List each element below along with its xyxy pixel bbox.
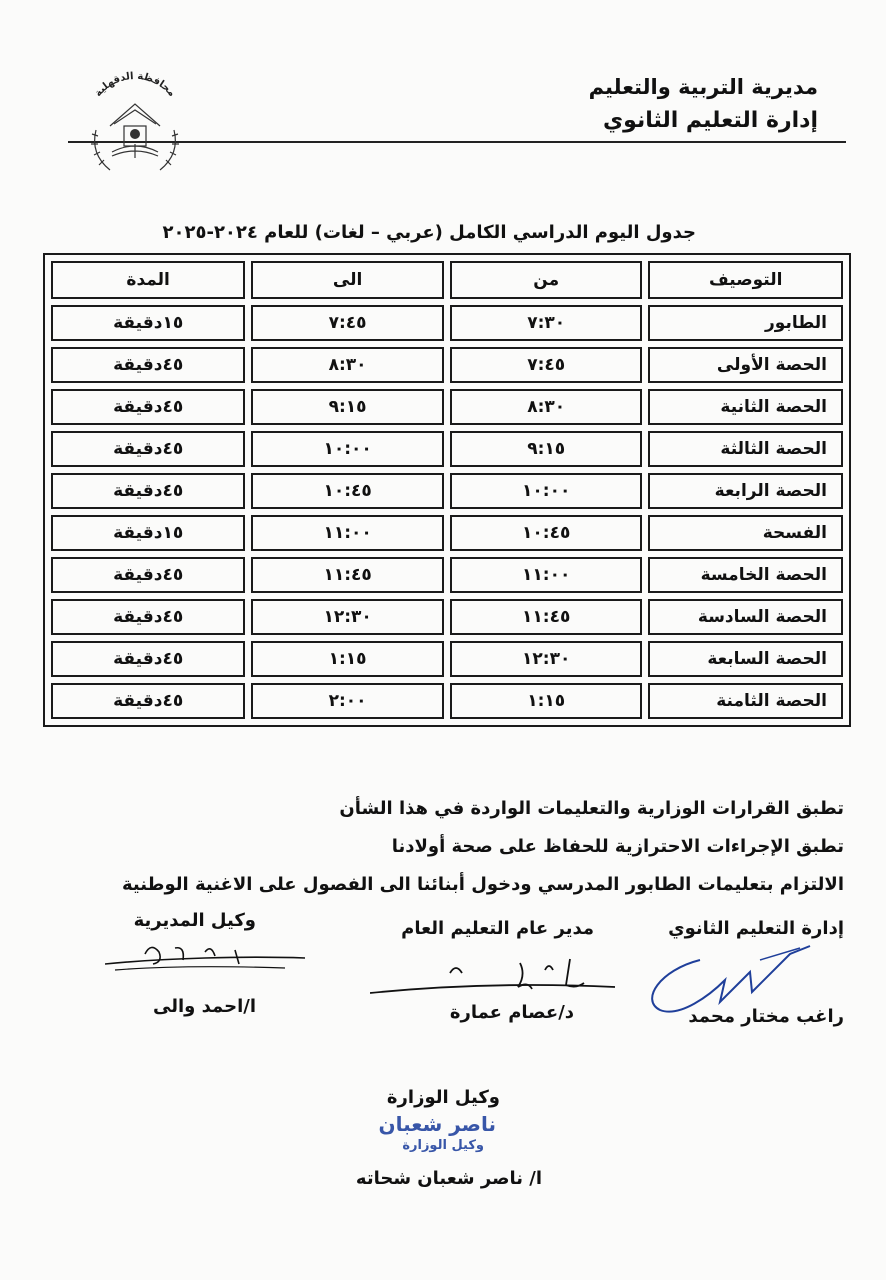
schedule-title: جدول اليوم الدراسي الكامل (عربي – لغات) للعام ٢٠٢٤-٢٠٢٥ (162, 222, 696, 243)
general-director-signature-title: مدير عام التعليم العام (401, 918, 594, 939)
note-item: تطبق القرارات الوزارية والتعليمات الواردة في هذا الشأن (339, 798, 844, 819)
directorate-deputy-signature-title: وكيل المديرية (133, 910, 256, 931)
period-description: الحصة الثامنة (648, 683, 843, 719)
ministry-deputy-signer-name: ا/ ناصر شعبان شحاته (355, 1168, 542, 1189)
secondary-education-signer-name: راغب مختار محمد (688, 1006, 844, 1027)
period-end-time: ١٢:٣٠ (251, 599, 444, 635)
period-end-time: ٧:٤٥ (251, 305, 444, 341)
table-row (51, 473, 843, 509)
schedule-table (43, 253, 851, 727)
period-end-time: ١١:٠٠ (251, 515, 444, 551)
table-row (51, 347, 843, 383)
period-start-time: ٨:٣٠ (450, 389, 643, 425)
table-row (51, 515, 843, 551)
period-start-time: ١١:٤٥ (450, 599, 643, 635)
general-director-signature-scribble (370, 955, 620, 1005)
period-duration: ٤٥دقيقة (51, 557, 245, 593)
period-start-time: ١:١٥ (450, 683, 643, 719)
table-row (51, 641, 843, 677)
schedule-table-body (51, 305, 843, 719)
note-item: الالتزام بتعليمات الطابور المدرسي ودخول أبنائنا الى الفصول على الاغنية الوطنية (121, 874, 844, 895)
ministry-stamp-name: ناصر شعبان (378, 1112, 496, 1136)
period-duration: ٤٥دقيقة (51, 389, 245, 425)
ministry-deputy-signature-title: وكيل الوزارة (386, 1087, 500, 1108)
column-header-description: التوصيف (648, 261, 843, 299)
period-description: الطابور (648, 305, 843, 341)
period-duration: ٤٥دقيقة (51, 347, 245, 383)
governorate-seal-logo (76, 66, 194, 184)
period-duration: ٤٥دقيقة (51, 473, 245, 509)
period-end-time: ٢:٠٠ (251, 683, 444, 719)
period-end-time: ١٠:٠٠ (251, 431, 444, 467)
document-header (589, 70, 818, 138)
directorate-name: مديرية التربية والتعليم (588, 75, 818, 99)
period-duration: ١٥دقيقة (51, 305, 245, 341)
period-duration: ٤٥دقيقة (51, 599, 245, 635)
period-start-time: ١١:٠٠ (450, 557, 643, 593)
period-end-time: ٨:٣٠ (251, 347, 444, 383)
table-row (51, 683, 843, 719)
period-start-time: ١٠:٤٥ (450, 515, 643, 551)
department-name: إدارة التعليم الثانوي (602, 108, 818, 133)
svg-text:محافظة الدقهلية (93, 71, 177, 99)
period-start-time: ١٢:٣٠ (450, 641, 643, 677)
period-description: الحصة الخامسة (648, 557, 843, 593)
period-description: الحصة الثانية (648, 389, 843, 425)
period-description: الحصة السابعة (648, 641, 843, 677)
column-header-from: من (450, 261, 643, 299)
table-header-row (51, 261, 843, 299)
directorate-deputy-signer-name: ا/احمد والى (153, 996, 256, 1017)
seal-lettering: محافظة الدقهلية (92, 70, 178, 99)
note-item: تطبق الإجراءات الاحترازية للحفاظ على صحة أولادنا (391, 836, 844, 857)
general-director-signer-name: د/عصام عمارة (449, 1002, 574, 1023)
period-end-time: ٩:١٥ (251, 389, 444, 425)
column-header-to: الى (251, 261, 444, 299)
period-end-time: ١:١٥ (251, 641, 444, 677)
period-description: الحصة الأولى (648, 347, 843, 383)
period-duration: ٤٥دقيقة (51, 683, 245, 719)
period-start-time: ١٠:٠٠ (450, 473, 643, 509)
period-description: الفسحة (648, 515, 843, 551)
table-row (51, 599, 843, 635)
period-description: الحصة الرابعة (648, 473, 843, 509)
ministry-stamp-role: وكيل الوزارة (402, 1138, 484, 1153)
directorate-signature-scribble (105, 940, 305, 980)
period-duration: ٤٥دقيقة (51, 641, 245, 677)
column-header-duration: المدة (51, 261, 245, 299)
period-end-time: ١١:٤٥ (251, 557, 444, 593)
period-description: الحصة السادسة (648, 599, 843, 635)
table-row (51, 389, 843, 425)
table-row (51, 431, 843, 467)
secondary-education-signature-title: إدارة التعليم الثانوي (668, 918, 844, 939)
period-start-time: ٧:٤٥ (450, 347, 643, 383)
table-row (51, 557, 843, 593)
period-duration: ١٥دقيقة (51, 515, 245, 551)
period-start-time: ٩:١٥ (450, 431, 643, 467)
period-duration: ٤٥دقيقة (51, 431, 245, 467)
notes-list (122, 790, 844, 904)
period-description: الحصة الثالثة (648, 431, 843, 467)
period-end-time: ١٠:٤٥ (251, 473, 444, 509)
table-row (51, 305, 843, 341)
period-start-time: ٧:٣٠ (450, 305, 643, 341)
